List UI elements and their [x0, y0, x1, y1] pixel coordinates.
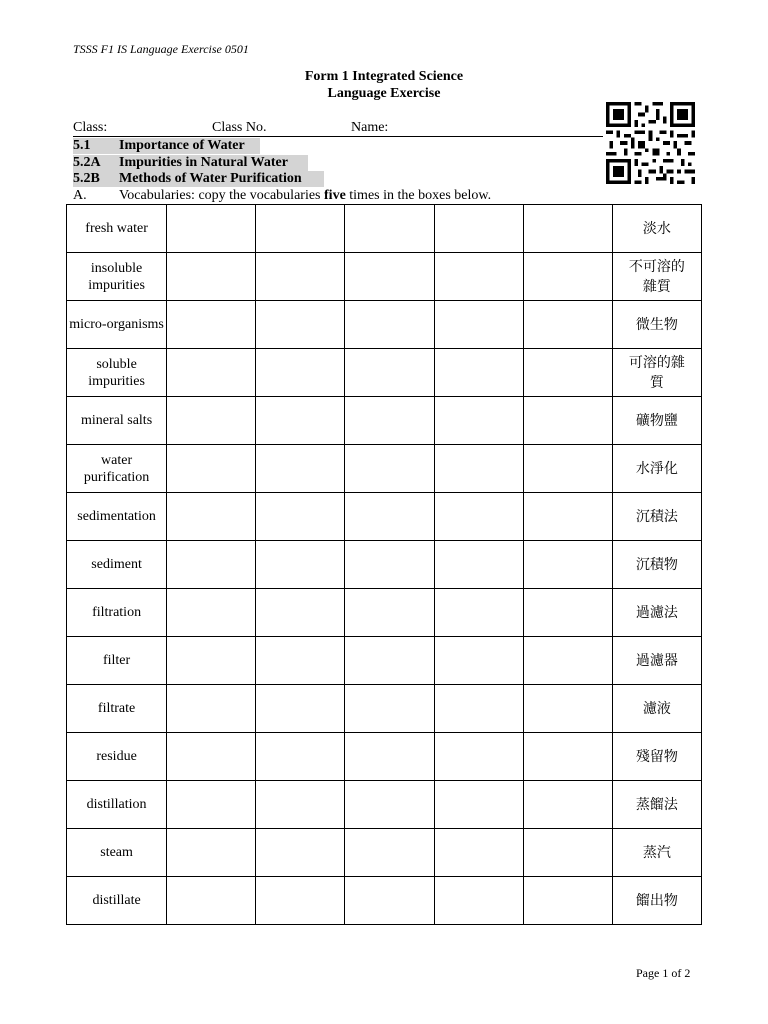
student-info-row: [73, 120, 603, 137]
copy-box[interactable]: [167, 733, 256, 781]
vocab-english: sedimentation: [67, 493, 167, 541]
vocab-english: micro-organisms: [67, 301, 167, 349]
copy-box[interactable]: [523, 877, 612, 925]
vocab-chinese: 水淨化: [612, 445, 701, 493]
section-heading-5-1: 5.1 Importance of Water: [73, 138, 260, 154]
table-row: [67, 445, 702, 493]
vocab-english: distillate: [67, 877, 167, 925]
copy-box[interactable]: [345, 253, 434, 301]
copy-box[interactable]: [256, 301, 345, 349]
class-label: Class:: [73, 120, 108, 135]
header-note: TSSS F1 IS Language Exercise 0501: [73, 42, 249, 56]
copy-box[interactable]: [256, 589, 345, 637]
copy-box[interactable]: [434, 685, 523, 733]
copy-box[interactable]: [345, 829, 434, 877]
vocab-english: sediment: [67, 541, 167, 589]
copy-box[interactable]: [167, 829, 256, 877]
copy-box[interactable]: [523, 445, 612, 493]
page-title: Form 1 Integrated Science: [304, 69, 464, 84]
table-row: [67, 301, 702, 349]
vocab-chinese: 微生物: [612, 301, 701, 349]
copy-box[interactable]: [167, 349, 256, 397]
table-row: [67, 877, 702, 925]
copy-box[interactable]: [256, 493, 345, 541]
page-number: Page 1 of 2: [636, 966, 691, 980]
vocab-english: fresh water: [67, 205, 167, 253]
vocab-chinese: 沉積法: [612, 493, 701, 541]
copy-box[interactable]: [167, 205, 256, 253]
copy-box[interactable]: [167, 637, 256, 685]
copy-box[interactable]: [523, 349, 612, 397]
vocab-chinese: 過濾器: [612, 637, 701, 685]
vocab-chinese: 礦物鹽: [612, 397, 701, 445]
instruction-line: A. Vocabularies: copy the vocabularies five times in the boxes below.: [73, 188, 492, 203]
copy-box[interactable]: [523, 493, 612, 541]
vocab-english: mineral salts: [67, 397, 167, 445]
copy-box[interactable]: [256, 445, 345, 493]
vocab-chinese: 過濾法: [612, 589, 701, 637]
vocabulary-table: [66, 204, 702, 925]
copy-box[interactable]: [345, 877, 434, 925]
copy-box[interactable]: [434, 733, 523, 781]
vocab-chinese: 不可溶的雜質: [612, 253, 701, 301]
copy-box[interactable]: [434, 253, 523, 301]
copy-box[interactable]: [434, 493, 523, 541]
copy-box[interactable]: [345, 301, 434, 349]
copy-box[interactable]: [434, 637, 523, 685]
copy-box[interactable]: [434, 589, 523, 637]
copy-box[interactable]: [167, 541, 256, 589]
copy-box[interactable]: [256, 733, 345, 781]
page-subtitle: Language Exercise: [327, 86, 441, 101]
copy-box[interactable]: [256, 541, 345, 589]
copy-box[interactable]: [167, 877, 256, 925]
table-row: [67, 349, 702, 397]
copy-box[interactable]: [434, 397, 523, 445]
vocab-english: filtration: [67, 589, 167, 637]
copy-box[interactable]: [523, 829, 612, 877]
table-row: [67, 493, 702, 541]
table-row: [67, 253, 702, 301]
table-row: [67, 589, 702, 637]
copy-box[interactable]: [434, 829, 523, 877]
copy-box[interactable]: [523, 253, 612, 301]
copy-box[interactable]: [167, 445, 256, 493]
copy-box[interactable]: [167, 781, 256, 829]
copy-box[interactable]: [345, 685, 434, 733]
vocab-english: distillation: [67, 781, 167, 829]
table-row: [67, 397, 702, 445]
copy-box[interactable]: [256, 349, 345, 397]
table-row: [67, 541, 702, 589]
copy-box[interactable]: [523, 301, 612, 349]
table-row: [67, 781, 702, 829]
class-no-label: Class No.: [212, 120, 267, 135]
copy-box[interactable]: [256, 829, 345, 877]
copy-box[interactable]: [345, 781, 434, 829]
copy-box[interactable]: [167, 493, 256, 541]
vocab-english: residue: [67, 733, 167, 781]
table-row: [67, 829, 702, 877]
copy-box[interactable]: [523, 733, 612, 781]
copy-box[interactable]: [345, 205, 434, 253]
vocab-chinese: 淡水: [612, 205, 701, 253]
copy-box[interactable]: [167, 589, 256, 637]
copy-box[interactable]: [345, 637, 434, 685]
vocab-english: insoluble impurities: [67, 253, 167, 301]
table-row: [67, 685, 702, 733]
copy-box[interactable]: [167, 253, 256, 301]
copy-box[interactable]: [256, 253, 345, 301]
copy-box[interactable]: [345, 349, 434, 397]
copy-box[interactable]: [345, 493, 434, 541]
vocab-english: water purification: [67, 445, 167, 493]
copy-box[interactable]: [256, 877, 345, 925]
table-row: [67, 637, 702, 685]
vocab-chinese: 蒸汽: [612, 829, 701, 877]
copy-box[interactable]: [167, 397, 256, 445]
copy-box[interactable]: [345, 733, 434, 781]
vocab-chinese: 餾出物: [612, 877, 701, 925]
copy-box[interactable]: [523, 541, 612, 589]
section-heading-5-2a: 5.2A Impurities in Natural Water: [73, 155, 308, 171]
vocab-chinese: 蒸餾法: [612, 781, 701, 829]
table-row: [67, 733, 702, 781]
vocab-chinese: 濾液: [612, 685, 701, 733]
table-row: [67, 205, 702, 253]
copy-box[interactable]: [523, 589, 612, 637]
copy-box[interactable]: [256, 685, 345, 733]
vocab-chinese: 沉積物: [612, 541, 701, 589]
copy-box[interactable]: [256, 205, 345, 253]
copy-box[interactable]: [434, 445, 523, 493]
copy-box[interactable]: [256, 781, 345, 829]
copy-box[interactable]: [167, 301, 256, 349]
copy-box[interactable]: [345, 541, 434, 589]
vocab-chinese: 殘留物: [612, 733, 701, 781]
vocab-english: filtrate: [67, 685, 167, 733]
copy-box[interactable]: [523, 637, 612, 685]
copy-box[interactable]: [523, 685, 612, 733]
copy-box[interactable]: [256, 637, 345, 685]
copy-box[interactable]: [345, 397, 434, 445]
copy-box[interactable]: [434, 205, 523, 253]
copy-box[interactable]: [434, 301, 523, 349]
vocab-chinese: 可溶的雜質: [612, 349, 701, 397]
copy-box[interactable]: [167, 685, 256, 733]
vocab-english: soluble impurities: [67, 349, 167, 397]
copy-box[interactable]: [345, 589, 434, 637]
copy-box[interactable]: [256, 397, 345, 445]
vocab-english: filter: [67, 637, 167, 685]
copy-box[interactable]: [434, 349, 523, 397]
copy-box[interactable]: [523, 205, 612, 253]
copy-box[interactable]: [523, 397, 612, 445]
copy-box[interactable]: [434, 877, 523, 925]
copy-box[interactable]: [345, 445, 434, 493]
name-label: Name:: [351, 120, 389, 135]
copy-box[interactable]: [434, 781, 523, 829]
section-heading-5-2b: 5.2B Methods of Water Purification: [73, 171, 324, 187]
vocab-english: steam: [67, 829, 167, 877]
qr-code-icon: [606, 102, 695, 184]
copy-box[interactable]: [434, 541, 523, 589]
copy-box[interactable]: [523, 781, 612, 829]
